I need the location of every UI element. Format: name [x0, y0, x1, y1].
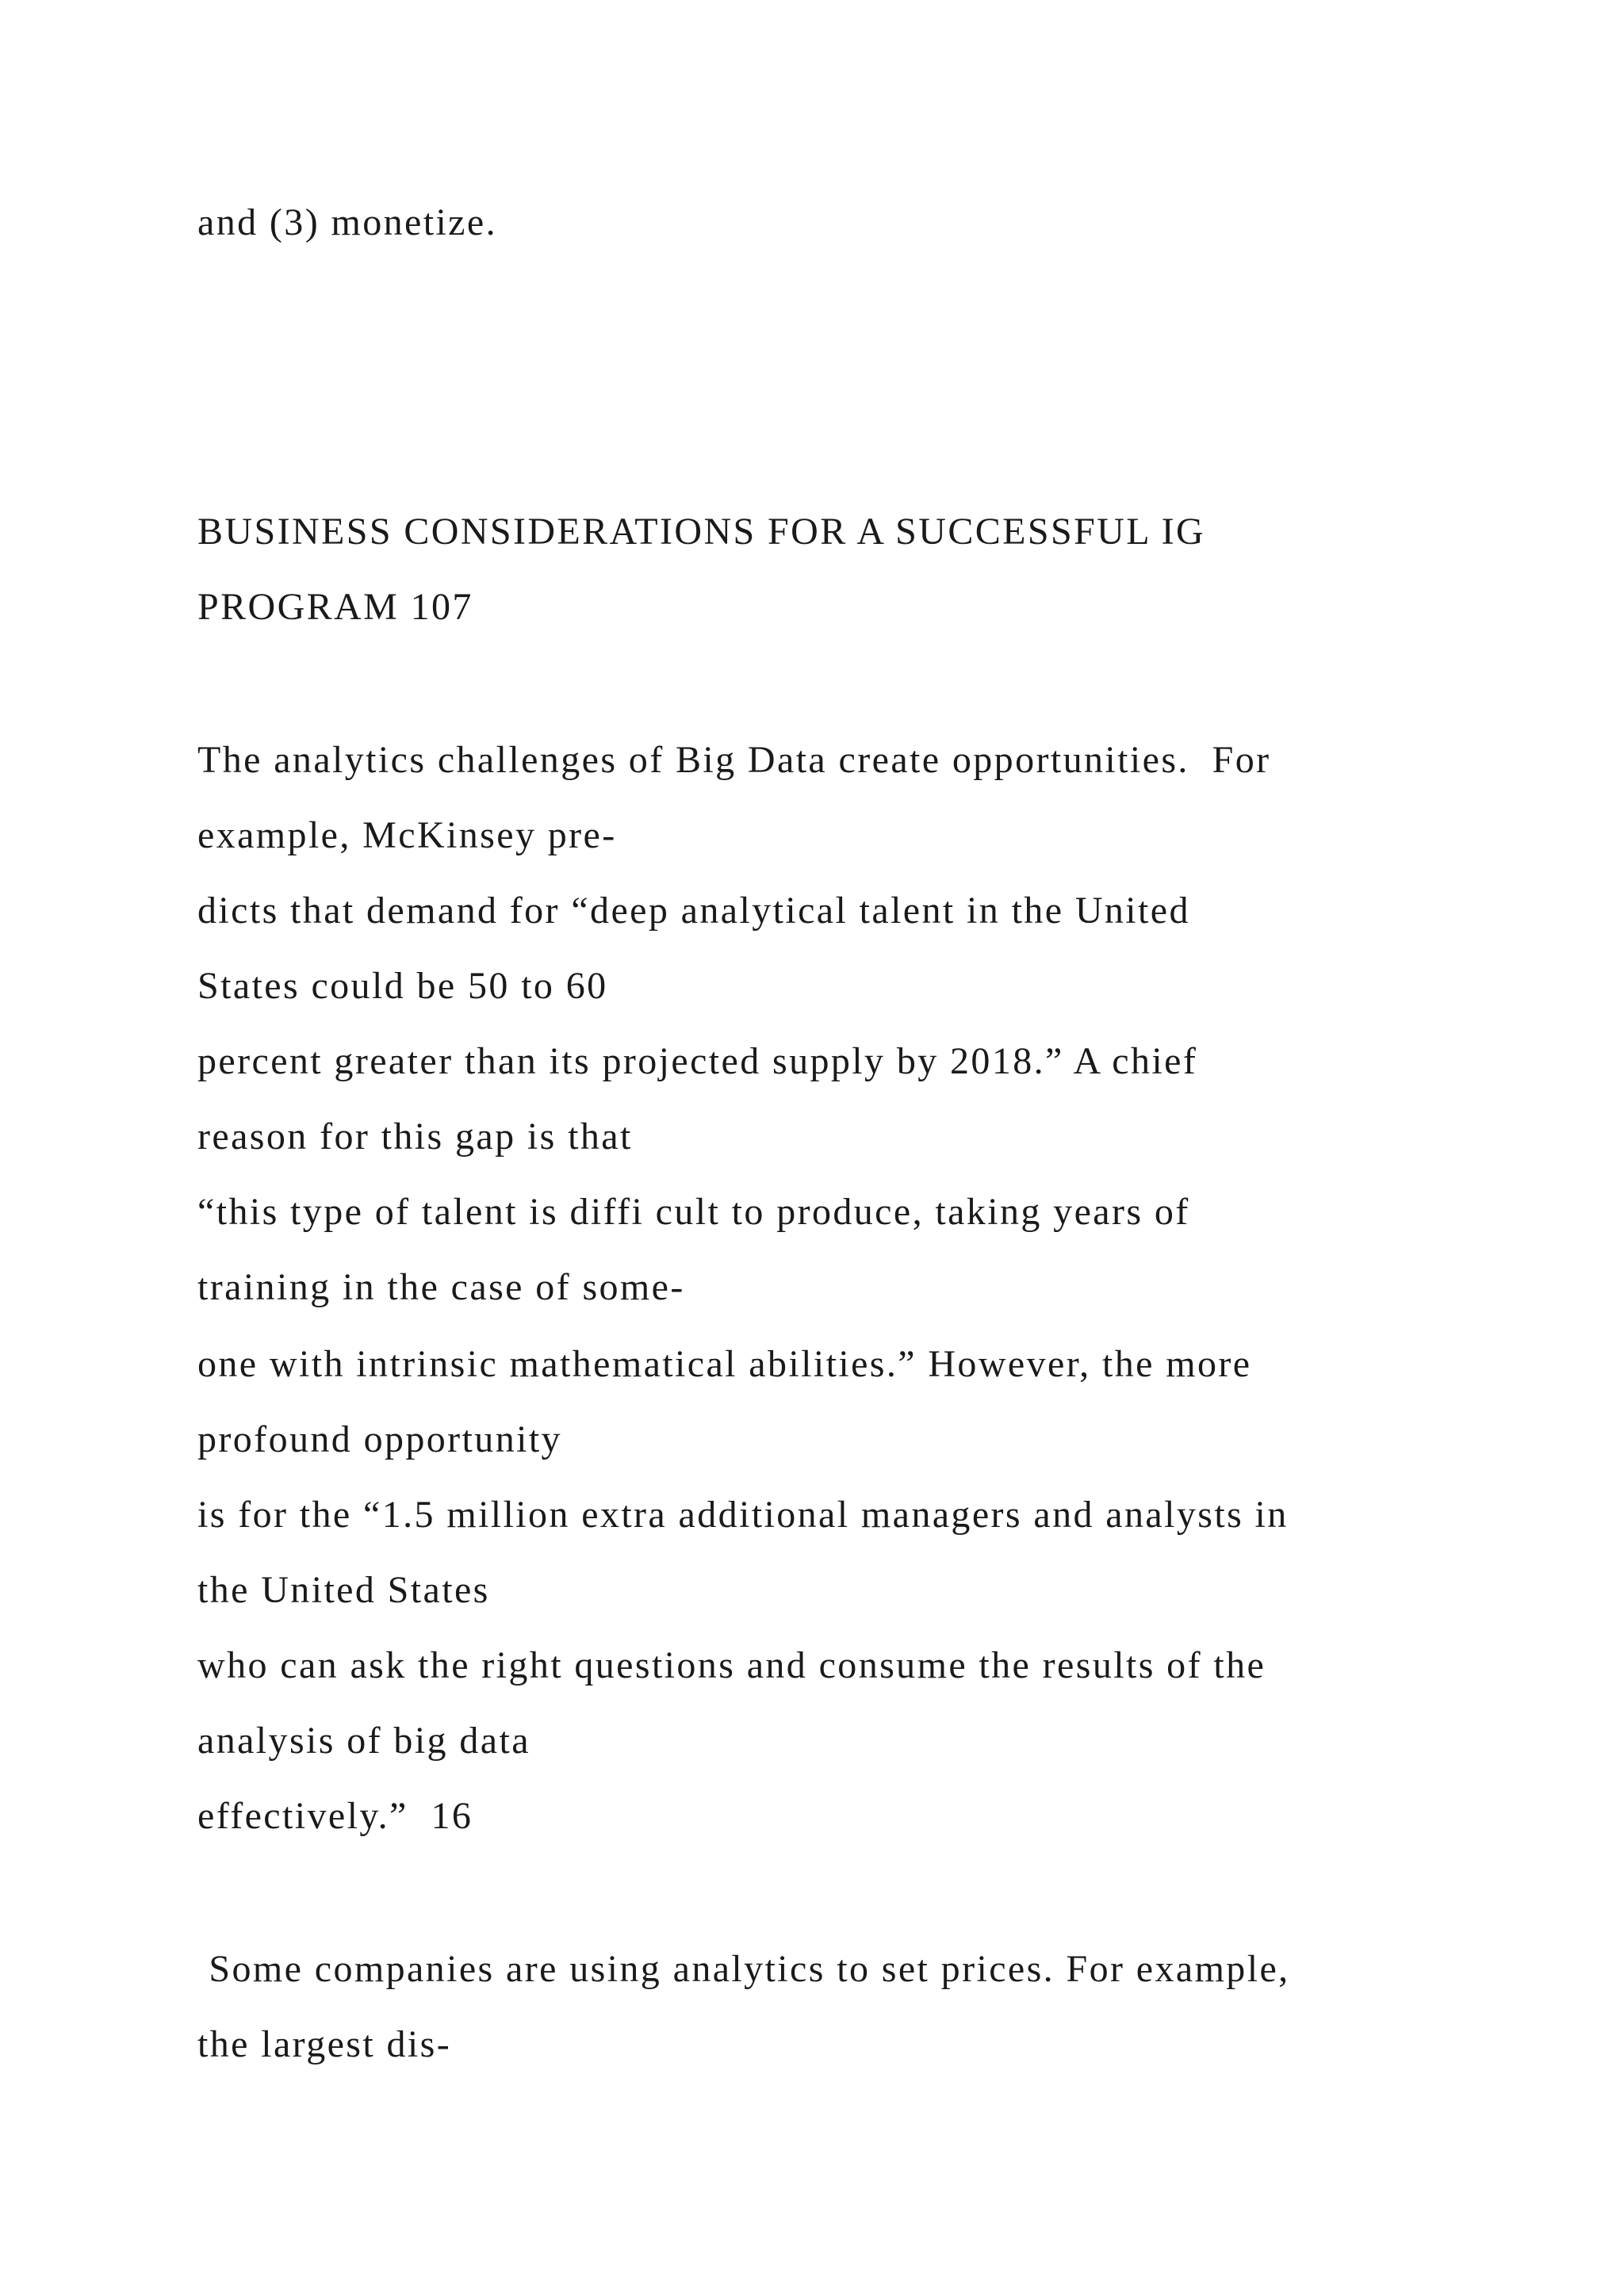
paragraph-line: reason for this gap is that	[197, 1115, 633, 1158]
paragraph-line: Some companies are using analytics to set prices. For example,	[197, 1948, 1290, 1990]
paragraph-line: training in the case of some-	[197, 1266, 685, 1308]
paragraph-line: who can ask the right questions and consume the results of the	[197, 1644, 1266, 1686]
paragraph-line: example, McKinsey pre-	[197, 814, 617, 856]
paragraph-line: The analytics challenges of Big Data create opportunities. For	[197, 739, 1271, 781]
text-line-monetize: and (3) monetize.	[197, 201, 497, 243]
paragraph-line: analysis of big data	[197, 1720, 530, 1762]
paragraph-line: dicts that demand for “deep analytical talent in the United	[197, 890, 1190, 932]
section-heading-line-1: BUSINESS CONSIDERATIONS FOR A SUCCESSFUL IG	[197, 511, 1206, 553]
paragraph-line: profound opportunity	[197, 1418, 562, 1460]
paragraph-line: the United States	[197, 1569, 490, 1611]
section-heading-line-2: PROGRAM 107	[197, 586, 473, 628]
paragraph-line: the largest dis-	[197, 2023, 452, 2065]
paragraph-line: percent greater than its projected supply by 2018.” A chief	[197, 1040, 1198, 1082]
paragraph-line: States could be 50 to 60	[197, 965, 608, 1007]
paragraph-line: one with intrinsic mathematical abilities.” However, the more	[197, 1343, 1252, 1385]
paragraph-line: effectively.” 16	[197, 1795, 473, 1837]
paragraph-line: “this type of talent is diffi cult to produce, taking years of	[197, 1191, 1190, 1233]
paragraph-line: is for the “1.5 million extra additional managers and analysts in	[197, 1494, 1289, 1536]
